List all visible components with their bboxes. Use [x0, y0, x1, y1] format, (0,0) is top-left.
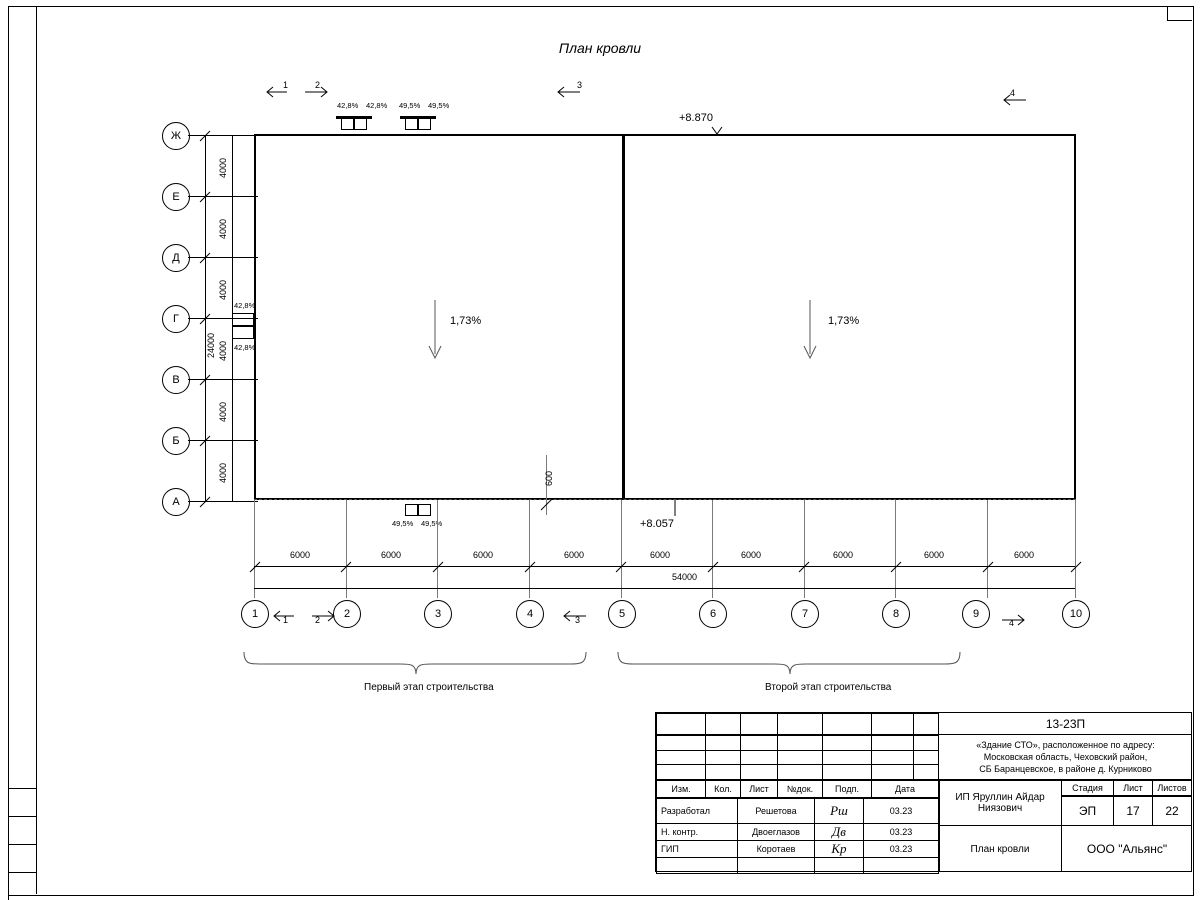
vdim-label-1: 4000	[218, 157, 228, 178]
grid-line-6	[712, 500, 713, 598]
col-header-ndok: №док.	[778, 781, 823, 798]
date-2: 03.23	[864, 824, 939, 841]
grid-line-4	[529, 500, 530, 598]
elevation-label-top: +8.870	[679, 112, 713, 124]
meta-label-stage: Стадия	[1062, 781, 1114, 796]
grid-line-10	[1075, 500, 1076, 598]
drain-box-6	[418, 504, 431, 516]
grid-line-1	[254, 500, 255, 598]
meta-value-row	[1061, 796, 1192, 826]
project-code-cell	[939, 713, 1192, 735]
company-name: ООО "Альянс"	[1086, 842, 1168, 856]
stage-label-2: Второй этап строительства	[765, 682, 892, 693]
section-mark-bottom-4	[1000, 614, 1034, 632]
sheet-title-cell	[939, 826, 1061, 872]
margin-box-1	[8, 872, 36, 900]
margin-box-4	[8, 788, 36, 816]
section-label-bottom-2: 2	[315, 615, 321, 625]
axis-bubble-1[interactable]: 1	[241, 600, 269, 628]
page-title: План кровли	[558, 40, 642, 56]
object-line-3: СБ Баранцевское, в районе д. Курниково	[979, 764, 1152, 775]
hdim-label-4: 6000	[564, 550, 585, 560]
object-line-1: «Здание СТО», расположенное по адресу:	[976, 739, 1155, 750]
title-block	[655, 712, 1192, 872]
hdim-label-7: 6000	[833, 550, 854, 560]
slope-arrow-left	[425, 300, 445, 362]
axis-bubble-a[interactable]: А	[162, 488, 190, 516]
slope-label-left: 1,73%	[450, 315, 482, 327]
meta-value-stage: ЭП	[1062, 797, 1114, 826]
meta-header-row	[1061, 780, 1192, 796]
col-header-izm: Изм.	[657, 781, 706, 798]
drain-label-left-2: 42,8%	[234, 343, 256, 352]
role-2: Н. контр.	[657, 824, 738, 841]
stage-label-1: Первый этап строительства	[364, 682, 494, 693]
axis-bubble-10: 10	[1062, 600, 1090, 628]
section-label-bottom-1: 1	[283, 615, 289, 625]
revision-grid-row-1	[656, 713, 939, 735]
stage-brackets	[240, 650, 1080, 680]
drain-label-top-2: 42,8%	[366, 101, 388, 110]
drain-label-bottom-2: 49,5%	[421, 519, 443, 528]
roof-bottom-dashed-edge	[254, 499, 1076, 500]
section-mark-top-1-2	[265, 82, 335, 102]
axis-bubble-e[interactable]: Е	[162, 183, 190, 211]
project-code: 13-23П	[1045, 716, 1086, 731]
sign-2: Дв	[815, 824, 864, 841]
axis-bubble-7[interactable]: 7	[791, 600, 819, 628]
margin-box-2	[8, 844, 36, 872]
dim600-label: 600	[544, 470, 554, 486]
date-3: 03.23	[864, 841, 939, 858]
revision-header-row	[656, 780, 939, 798]
drain-box-5	[405, 504, 418, 516]
axis-bubble-d[interactable]: Д	[162, 244, 190, 272]
section-mark-top-3	[556, 82, 590, 102]
hdim-label-9: 6000	[1014, 550, 1035, 560]
drain-cap-1	[336, 116, 372, 119]
col-header-list: Лист	[741, 781, 778, 798]
hdim-label-6: 6000	[741, 550, 762, 560]
drain-cap-2	[400, 116, 436, 119]
col-header-kol: Кол.	[706, 781, 741, 798]
grid-line-7	[804, 500, 805, 598]
customer-cell	[939, 780, 1061, 826]
object-description	[939, 735, 1192, 780]
axis-bubble-3[interactable]: 3	[424, 600, 452, 628]
vdim-label-5: 4000	[218, 401, 228, 422]
vdim-label-4: 4000	[218, 340, 228, 361]
hdim-label-5: 6000	[650, 550, 671, 560]
role-1: Разработал	[657, 799, 738, 824]
name-1: Решетова	[738, 799, 815, 824]
axis-bubble-8[interactable]: 8	[882, 600, 910, 628]
drain-label-left-1: 42,8%	[234, 301, 256, 310]
vdim-ticks	[196, 130, 214, 506]
customer-name: ИП Яруллин Айдар Ниязович	[955, 791, 1045, 814]
roof-outline	[254, 134, 1076, 500]
vdim-line-outer	[232, 135, 233, 501]
slope-arrow-right	[800, 300, 820, 362]
company-cell	[1061, 826, 1192, 872]
col-header-data: Дата	[872, 781, 939, 798]
hdim-label-1: 6000	[290, 550, 311, 560]
object-line-2: Московская область, Чеховский район,	[983, 751, 1148, 762]
revision-grid-row-2	[656, 735, 939, 780]
slope-label-right: 1,73%	[828, 315, 860, 327]
axis-bubble-6[interactable]: 6	[699, 600, 727, 628]
drain-box-left-2	[232, 326, 254, 339]
section-label-top-4: 4	[1010, 88, 1016, 98]
sign-3: Кр	[815, 841, 864, 858]
sign-1: Рш	[815, 799, 864, 824]
hdim-total-line	[254, 588, 1075, 589]
axis-bubble-4[interactable]: 4	[516, 600, 544, 628]
signature-grid	[656, 798, 939, 872]
hdim-label-3: 6000	[473, 550, 494, 560]
section-label-top-3: 3	[577, 80, 583, 90]
drain-box-left-1	[232, 313, 254, 326]
drain-label-top-3: 49,5%	[399, 101, 421, 110]
sheet-frame-left-margin	[36, 6, 37, 894]
drain-label-top-4: 49,5%	[428, 101, 450, 110]
vdim-label-6: 4000	[218, 462, 228, 483]
axis-bubble-v[interactable]: В	[162, 366, 190, 394]
meta-value-sheets: 22	[1153, 797, 1192, 826]
grid-line-5	[621, 500, 622, 598]
hdim-label-8: 6000	[924, 550, 945, 560]
hdim-total-label: 54000	[672, 572, 698, 582]
hdim-ticks	[248, 558, 1083, 576]
drain-label-bottom-1: 49,5%	[392, 519, 414, 528]
axis-bubble-5[interactable]: 5	[608, 600, 636, 628]
hdim-label-2: 6000	[381, 550, 402, 560]
col-header-podp: Подп.	[823, 781, 872, 798]
sheet-title: План кровли	[970, 843, 1030, 855]
name-2: Двоеглазов	[738, 824, 815, 841]
meta-label-sheets: Листов	[1153, 781, 1192, 796]
axis-bubble-9[interactable]: 9	[962, 600, 990, 628]
grid-line-2	[346, 500, 347, 598]
vdim-label-2: 4000	[218, 218, 228, 239]
grid-line-8	[895, 500, 896, 598]
drain-label-top-1: 42,8%	[337, 101, 359, 110]
meta-value-sheet: 17	[1114, 797, 1153, 826]
axis-bubble-2[interactable]: 2	[333, 600, 361, 628]
section-label-bottom-3: 3	[575, 615, 581, 625]
axis-bubble-b[interactable]: Б	[162, 427, 190, 455]
elevation-marker-bottom	[668, 500, 682, 518]
axis-bubble-g[interactable]: Г	[162, 305, 190, 333]
vdim-total-label: 24000	[206, 332, 216, 358]
roof-mid-wall	[622, 134, 625, 500]
margin-box-3	[8, 816, 36, 844]
role-3: ГИП	[657, 841, 738, 858]
elevation-marker-top	[711, 126, 723, 136]
section-mark-top-4	[1002, 92, 1036, 110]
section-label-top-1: 1	[283, 80, 289, 90]
date-1: 03.23	[864, 799, 939, 824]
meta-label-sheet: Лист	[1114, 781, 1153, 796]
section-label-bottom-4: 4	[1009, 618, 1015, 628]
grid-line-9	[987, 500, 988, 598]
axis-bubble-zh[interactable]: Ж	[162, 122, 190, 150]
section-label-top-2: 2	[315, 80, 321, 90]
name-3: Коротаев	[738, 841, 815, 858]
margin-box-divider	[8, 788, 9, 900]
dim600-tick	[540, 498, 554, 512]
elevation-label-bottom: +8.057	[640, 518, 674, 530]
vdim-label-3: 4000	[218, 279, 228, 300]
grid-line-3	[437, 500, 438, 598]
sheet-frame-corner-mark	[1167, 6, 1192, 21]
